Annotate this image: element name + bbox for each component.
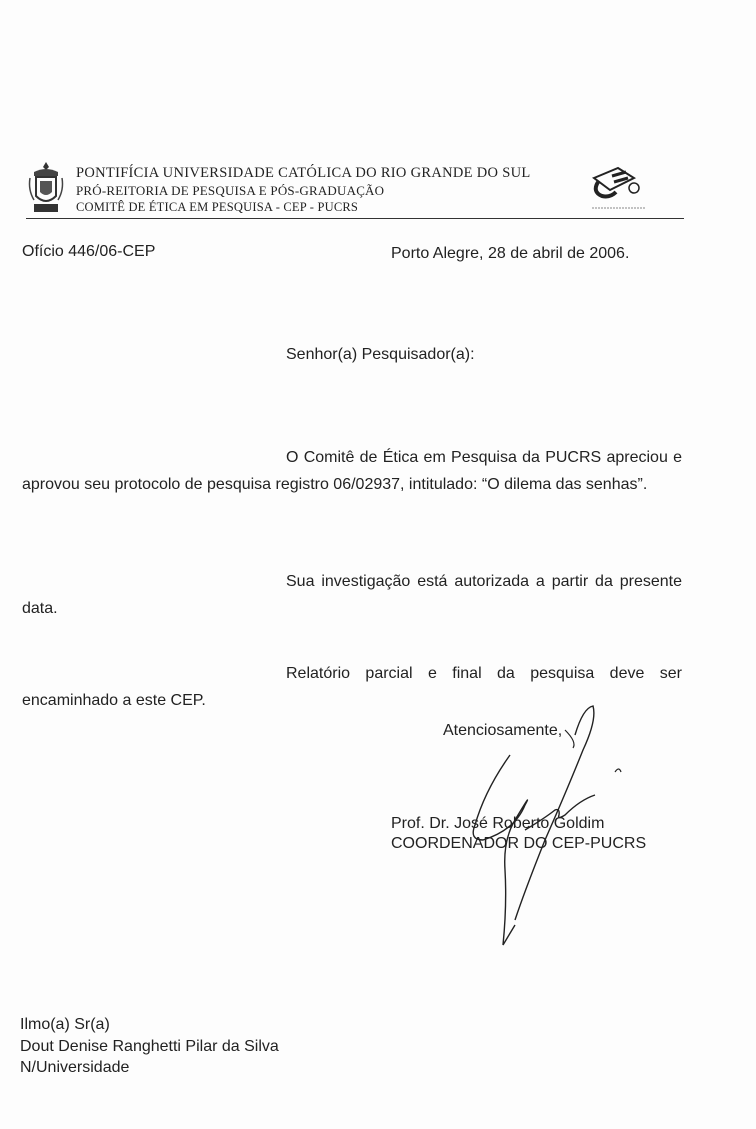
recipient-title: Ilmo(a) Sr(a): [20, 1016, 110, 1033]
handwritten-signature: [455, 700, 635, 950]
cep-logo-icon: [588, 160, 650, 216]
header-committee: COMITÊ DE ÉTICA EM PESQUISA - CEP - PUCRS: [76, 200, 359, 214]
place-and-date: Porto Alegre, 28 de abril de 2006.: [391, 245, 630, 262]
signer-name: Prof. Dr. José Roberto Goldim: [391, 815, 605, 832]
university-crest-icon: [26, 160, 66, 216]
salutation: Senhor(a) Pesquisador(a):: [286, 346, 475, 363]
recipient-institution: N/Universidade: [20, 1059, 130, 1076]
paragraph-approval: O Comitê de Ética em Pesquisa da PUCRS apreciou e aprovou seu protocolo de pesquisa registro 06/02937, intitulado: “O dilema das senhas”.: [22, 449, 682, 493]
header-divider: [26, 218, 684, 219]
paragraph-authorization: Sua investigação está autorizada a partir da presente data.: [22, 573, 682, 617]
signer-role: COORDENADOR DO CEP-PUCRS: [391, 835, 647, 852]
header-university-name: PONTIFÍCIA UNIVERSIDADE CATÓLICA DO RIO GRANDE DO SUL: [76, 165, 531, 181]
recipient-name: Dout Denise Ranghetti Pilar da Silva: [20, 1038, 279, 1055]
header-pro-rectory: PRÓ-REITORIA DE PESQUISA E PÓS-GRADUAÇÃO: [76, 183, 385, 198]
paragraph-report: Relatório parcial e final da pesquisa deve ser encaminhado a este CEP.: [22, 665, 682, 709]
closing: Atenciosamente,: [443, 722, 563, 739]
document-reference: Ofício 446/06-CEP: [22, 243, 156, 260]
